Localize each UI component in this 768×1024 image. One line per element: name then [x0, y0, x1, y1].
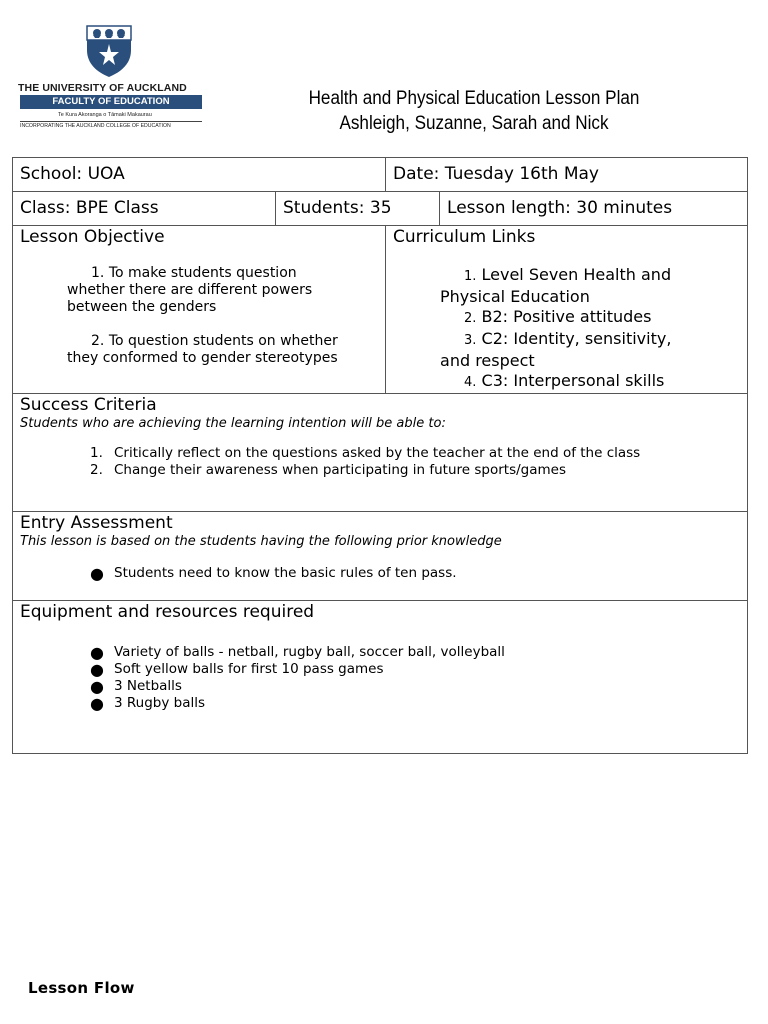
bullet-icon: ●	[90, 660, 104, 679]
title-line: Health and Physical Education Lesson Plan	[308, 88, 640, 109]
faculty-name: FACULTY OF EDUCATION	[20, 95, 202, 109]
objective-item	[20, 333, 385, 367]
objective-text-continued: whether there are different powers between the genders	[67, 282, 313, 315]
success-criteria-cell	[13, 394, 748, 512]
equipment-list	[20, 644, 740, 712]
objective-number: 1.	[91, 265, 105, 281]
entry-assessment-heading: Entry Assessment	[20, 513, 173, 533]
university-crest-icon	[81, 22, 137, 78]
curriculum-item	[393, 265, 747, 307]
bullet-icon: ●	[90, 694, 104, 713]
school-value: School: UOA	[20, 164, 125, 184]
equipment-text: Soft yellow balls for first 10 pass games	[114, 661, 384, 677]
objective-number: 2.	[91, 333, 105, 349]
curriculum-number: 1.	[464, 269, 477, 284]
curriculum-text: Level Seven Health and	[481, 265, 672, 284]
success-criteria-list	[20, 445, 740, 479]
lesson-plan-table	[12, 157, 748, 754]
success-criteria-item	[20, 462, 740, 479]
bullet-icon: ●	[90, 564, 104, 583]
bullet-icon: ●	[90, 677, 104, 696]
students-cell	[276, 192, 440, 226]
success-number: 1.	[90, 445, 103, 461]
objective-text: To question students on whether	[108, 333, 338, 349]
success-number: 2.	[90, 462, 103, 478]
date-value: Date: Tuesday 16th May	[393, 164, 599, 184]
lesson-flow-heading: Lesson Flow	[28, 979, 135, 997]
curriculum-text-continued: Physical Education	[440, 287, 590, 306]
class-cell	[13, 192, 276, 226]
equipment-item	[20, 678, 740, 695]
success-criteria-item	[20, 445, 740, 462]
objective-text: To make students question	[108, 265, 297, 281]
curriculum-links-heading: Curriculum Links	[393, 227, 536, 247]
curriculum-item	[393, 371, 747, 393]
success-text: Change their awareness when participating in future sports/games	[114, 462, 566, 478]
entry-assessment-cell	[13, 512, 748, 601]
entry-assessment-list	[20, 565, 740, 582]
equipment-text: 3 Rugby balls	[114, 695, 206, 711]
equipment-item	[20, 661, 740, 678]
objective-item	[20, 265, 385, 316]
curriculum-item	[393, 307, 747, 329]
curriculum-text: C2: Identity, sensitivity,	[481, 329, 672, 348]
authors-line: Ashleigh, Suzanne, Sarah and Nick	[339, 113, 609, 134]
class-value: Class: BPE Class	[20, 198, 159, 218]
entry-assessment-intro: This lesson is based on the students having the following prior knowledge	[20, 534, 502, 549]
curriculum-links-cell	[386, 226, 748, 394]
date-cell	[386, 158, 748, 192]
success-criteria-heading: Success Criteria	[20, 395, 157, 415]
equipment-heading: Equipment and resources required	[20, 602, 315, 622]
success-text: Critically reflect on the questions asked by the teacher at the end of the class	[114, 445, 641, 461]
equipment-text: 3 Netballs	[114, 678, 182, 694]
curriculum-item	[393, 329, 747, 371]
equipment-item	[20, 644, 740, 661]
curriculum-number: 2.	[464, 311, 477, 326]
objective-text-continued: they conformed to gender stereotypes	[67, 350, 338, 366]
students-value: Students: 35	[283, 198, 392, 218]
success-criteria-intro: Students who are achieving the learning intention will be able to:	[20, 416, 446, 431]
lesson-length-value: Lesson length: 30 minutes	[447, 198, 673, 218]
lesson-objective-cell	[13, 226, 386, 394]
incorporating-text: INCORPORATING THE AUCKLAND COLLEGE OF EDUCATION	[20, 123, 171, 129]
entry-assessment-item	[20, 565, 740, 582]
curriculum-number: 4.	[464, 375, 477, 390]
curriculum-text-continued: and respect	[440, 351, 535, 370]
equipment-item	[20, 695, 740, 712]
university-name: THE UNIVERSITY OF AUCKLAND	[18, 82, 187, 94]
lesson-length-cell	[440, 192, 748, 226]
curriculum-number: 3.	[464, 333, 477, 348]
lesson-objective-heading: Lesson Objective	[20, 227, 165, 247]
entry-text: Students need to know the basic rules of ten pass.	[114, 565, 457, 581]
logo-divider	[20, 121, 202, 122]
document-title	[233, 86, 715, 136]
equipment-cell	[13, 601, 748, 754]
school-cell	[13, 158, 386, 192]
curriculum-text: C3: Interpersonal skills	[481, 371, 665, 390]
bullet-icon: ●	[90, 643, 104, 662]
maori-name: Te Kura Akoranga o Tāmaki Makaurau	[58, 112, 152, 118]
equipment-text: Variety of balls - netball, rugby ball, soccer ball, volleyball	[114, 644, 505, 660]
curriculum-text: B2: Positive attitudes	[481, 307, 652, 326]
university-logo	[18, 22, 204, 134]
